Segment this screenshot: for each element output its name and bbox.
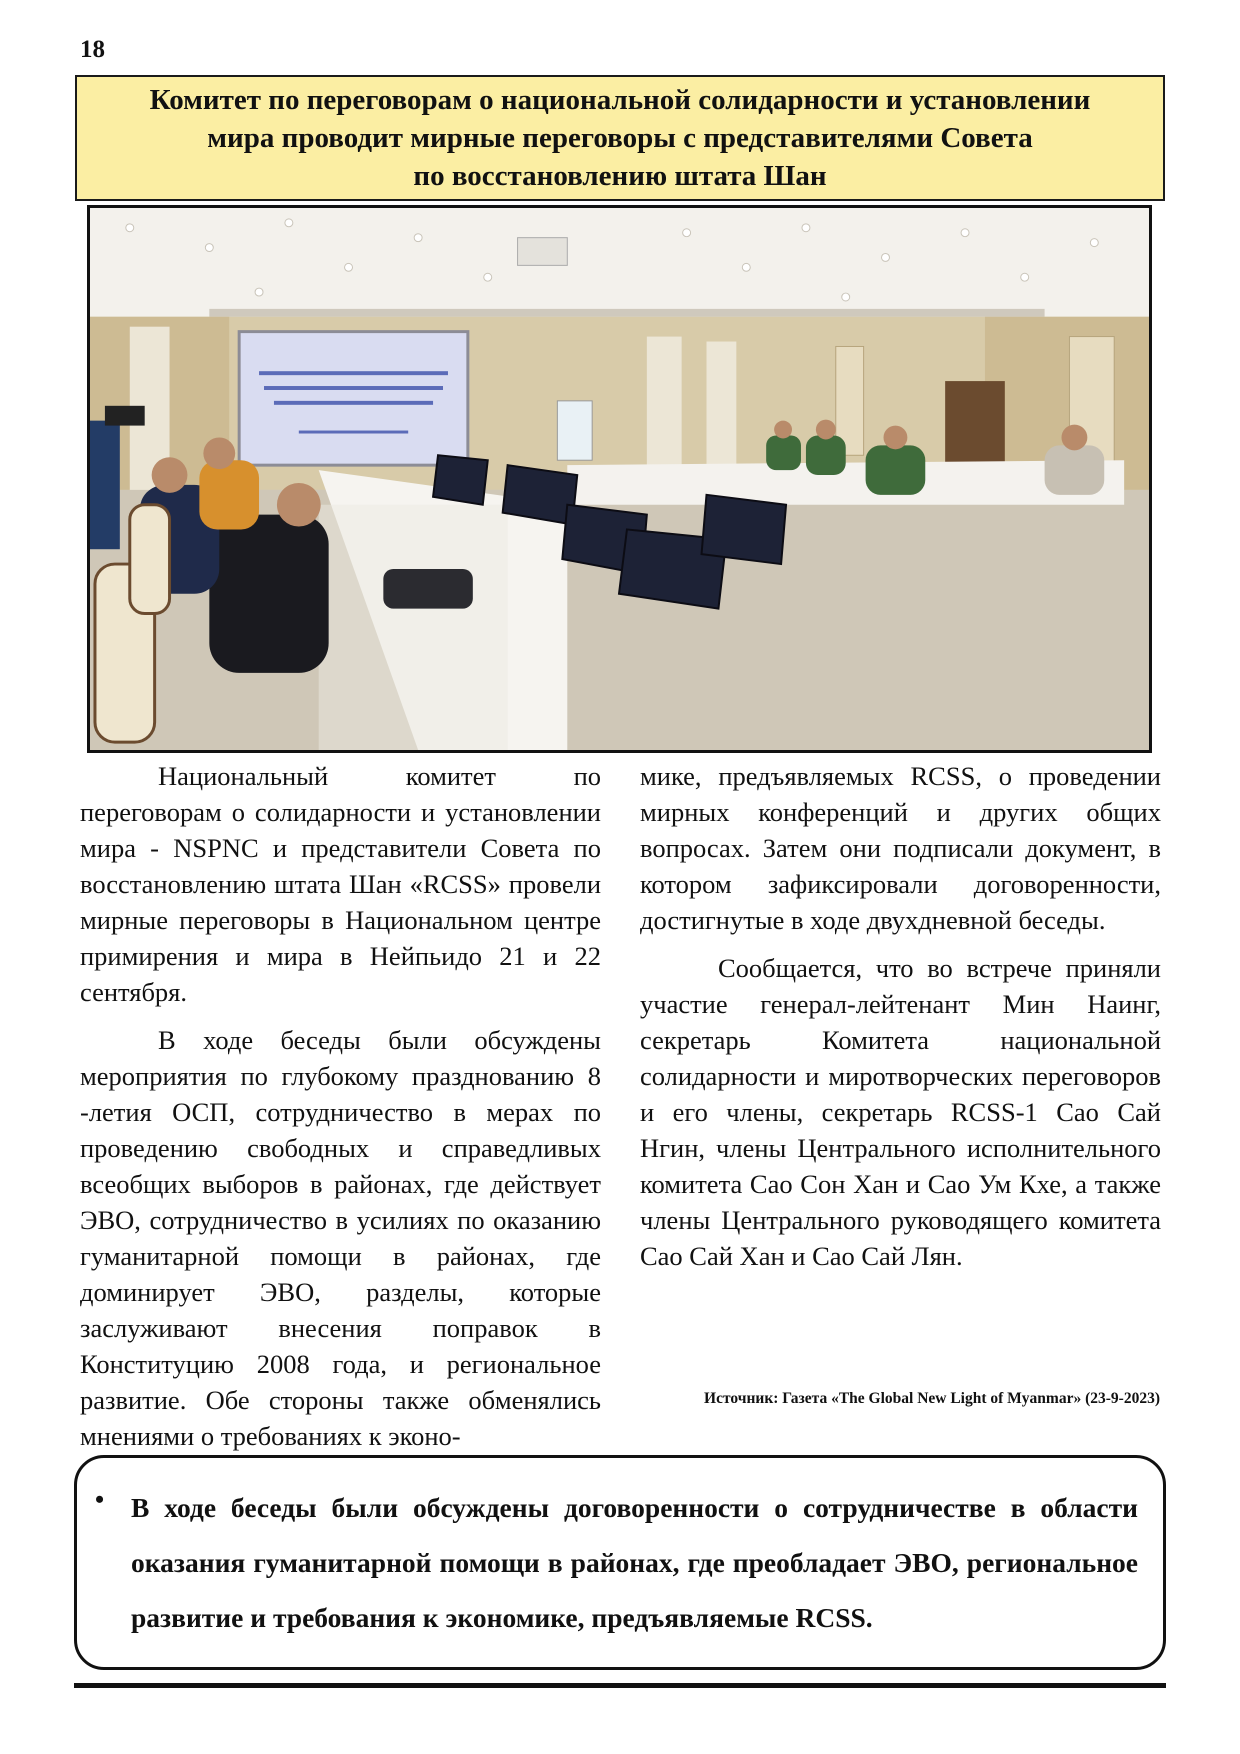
bullet-icon: • [95, 1485, 105, 1514]
page-number: 18 [80, 36, 105, 63]
article-left-column [80, 758, 601, 1466]
callout-text: В ходе беседы были обсуждены договоренности о сотрудничестве в области оказания гуманитарной помощи в районах, где преобладает ЭВО, региональное развитие и требования к экономике, предъявляемые RCSS. [131, 1492, 1138, 1633]
article-title [75, 75, 1165, 201]
title-line-1: Комитет по переговорам о национальной солидарности и установлении [149, 84, 1091, 116]
summary-callout [74, 1455, 1166, 1670]
title-line-2: мира проводит мирные переговоры с представителями Совета [207, 122, 1033, 154]
paragraph: Сообщается, что во встрече приняли участие генерал-лейтенант Мин Наинг, секретарь Комитета национальной солидарности и миротворческих переговоров и его члены, секретарь RCSS-1 Сао Сай Нгин, члены Центрального исполнительного комитета Сао Сон Хан и Сао Ум Кхе, а также члены Центрального руководящего комитета Сао Сай Хан и Сао Сай Лян. [640, 953, 1161, 1271]
source-citation: Источник: Газета «The Global New Light of Myanmar» (23-9-2023) [704, 1390, 1160, 1407]
footer-rule [74, 1683, 1166, 1688]
title-line-3: по восстановлению штата Шан [413, 160, 827, 192]
paragraph: В ходе беседы были обсуждены мероприятия по глубокому празднованию 8 -летия ОСП, сотрудничество в мерах по проведению свободных и справедливых всеобщих выборов в районах, где действует ЭВО, сотрудничество в усилиях по оказанию гуманитарной помощи в районах, где доминирует ЭВО, разделы, которые заслуживают внесения поправок в Конституцию 2008 года, и региональное развитие. Обе стороны также обменялись мнениями о требованиях к эконо- [80, 1025, 601, 1451]
paragraph: мике, предъявляемых RCSS, о проведении мирных конференций и других общих вопросах. Затем они подписали документ, в котором зафиксировали договоренности, достигнутые в ходе двухдневной беседы. [640, 761, 1161, 935]
article-right-column [640, 758, 1161, 1286]
conference-room-photo [87, 205, 1152, 753]
paragraph: Национальный комитет по переговорам о солидарности и установлении мира - NSPNC и представители Совета по восстановлению штата Шан «RCSS» провели мирные переговоры в Национальном центре примирения и мира в Нейпьидо 21 и 22 сентября. [80, 761, 601, 1007]
conference-scene [90, 208, 1149, 750]
